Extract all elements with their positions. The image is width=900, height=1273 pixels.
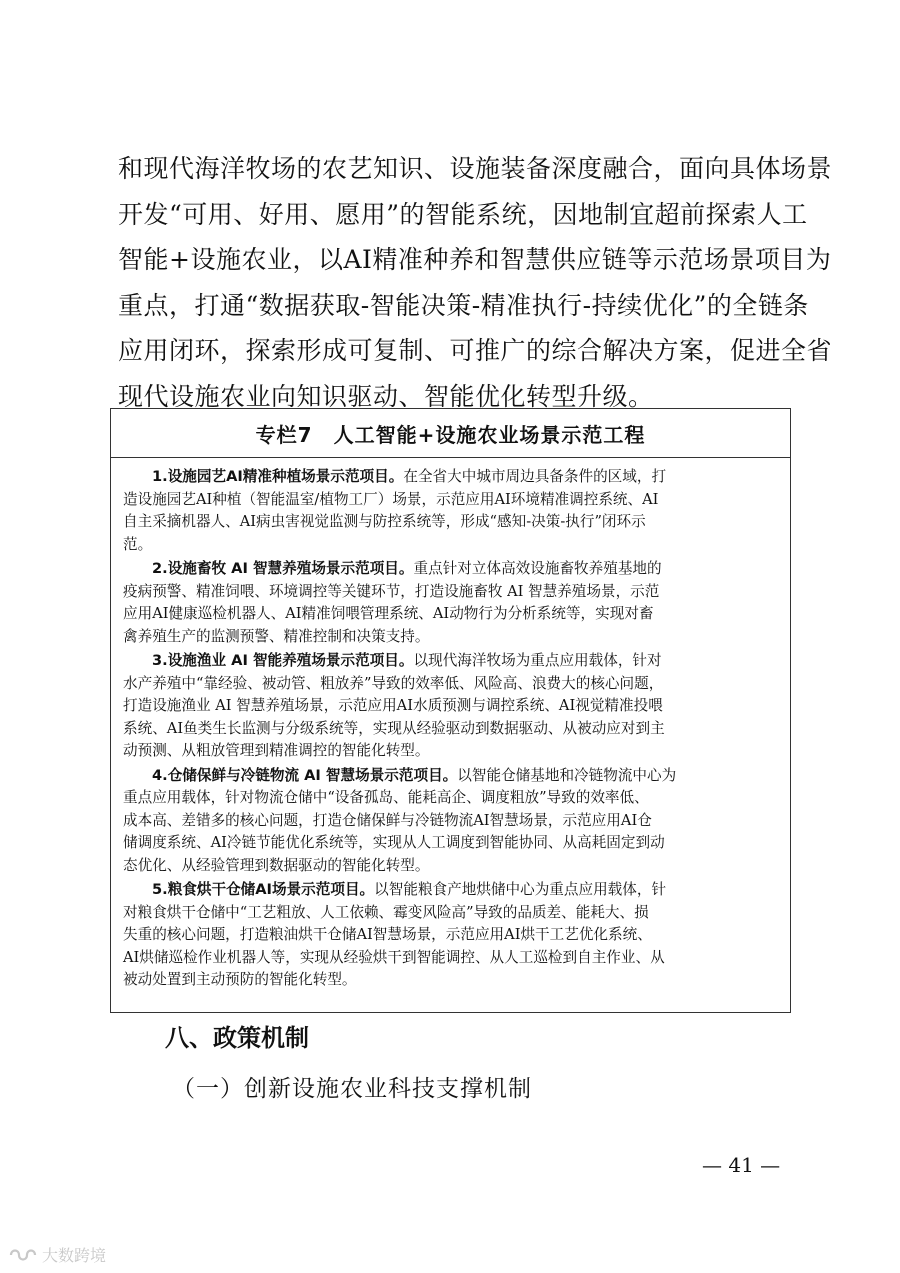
project-lead: 5.粮食烘干仓储AI场景示范项目。 [152,881,375,898]
subsection-heading: （一）创新设施农业科技支撑机制 [172,1076,532,1102]
project-lead: 2.设施畜牧 AI 智慧养殖场景示范项目。 [152,560,414,577]
project-line: 被动处置到主动预防的智能化转型。 [123,971,357,988]
page-number: — 41 — [702,1153,781,1177]
project-item [123,466,778,556]
feature-box [110,408,791,1013]
project-text: 重点针对立体高效设施畜牧养殖基地的 [413,560,662,577]
project-line: 疫病预警、精准饲喂、环境调控等关键环节，打造设施畜牧 AI 智慧养殖场景，示范 [123,582,660,600]
project-line: AI烘储巡检作业机器人等，实现从经验烘干到智能调控、从人工巡检到自主作业、从 [123,948,665,966]
intro-line: 现代设施农业向知识驱动、智能优化转型升级。 [118,381,654,411]
intro-paragraph [118,146,833,419]
watermark-text: 大数跨境 [42,1246,107,1265]
project-text: 以现代海洋牧场为重点应用载体，针对 [413,652,662,669]
project-lead: 3.设施渔业 AI 智能养殖场景示范项目。 [152,652,414,669]
intro-line: 应用闭环，探索形成可复制、可推广的综合解决方案，促进全省 [118,336,833,365]
project-item [123,650,778,763]
project-line: 重点应用载体，针对物流仓储中“设备孤岛、能耗高企、调度粗放”导致的效率低、 [123,789,649,806]
project-line: 应用AI健康巡检机器人、AI精准饲喂管理系统、AI动物行为分析系统等，实现对畜 [123,605,654,622]
project-item [123,765,778,878]
intro-line: 重点，打通“数据获取-智能决策-精准执行-持续优化”的全链条 [118,290,809,320]
project-line: 对粮食烘干仓储中“工艺粗放、人工依赖、霉变风险高”导致的品质差、能耗大、损 [123,903,649,921]
feature-box-body [111,458,790,992]
intro-line: 智能+设施农业，以AI精准种养和智慧供应链等示范场景项目为 [118,245,832,274]
brand-logo-icon [8,1245,38,1265]
intro-line: 和现代海洋牧场的农艺知识、设施装备深度融合，面向具体场景 [118,154,833,183]
project-text: 以智能粮食产地烘储中心为重点应用载体，针 [374,881,667,898]
intro-line: 开发“可用、好用、愿用”的智能系统，因地制宜超前探索人工 [118,199,808,229]
project-item [123,558,778,648]
project-line: 储调度系统、AI冷链节能优化系统等，实现从人工调度到智能协同、从高耗固定到动 [123,834,665,851]
project-line: 造设施园艺AI种植（智能温室/植物工厂）场景，示范应用AI环境精准调控系统、AI [123,490,659,508]
watermark [8,1243,106,1266]
project-line: 态优化、从经验管理到数据驱动的智能化转型。 [123,856,430,874]
project-lead: 4.仓储保鲜与冷链物流 AI 智慧场景示范项目。 [152,766,458,784]
project-line: 打造设施渔业 AI 智慧养殖场景，示范应用AI水质预测与调控系统、AI视觉精准投喂 [123,697,663,714]
project-line: 禽养殖生产的监测预警、精准控制和决策支持。 [123,627,430,645]
project-item [123,879,778,992]
project-line: 动预测、从粗放管理到精准调控的智能化转型。 [123,742,430,759]
section-heading: 八、政策机制 [165,1024,309,1052]
project-line: 成本高、差错多的核心问题，打造仓储保鲜与冷链物流AI智慧场景，示范应用AI仓 [123,811,652,829]
project-line: 自主采摘机器人、AI病虫害视觉监测与防控系统等，形成“感知-决策-执行”闭环示 [123,513,646,530]
feature-box-title: 专栏7 人工智能+设施农业场景示范工程 [111,409,790,458]
project-line: 范。 [123,535,153,553]
project-line: 系统、AI鱼类生长监测与分级系统等，实现从经验驱动到数据驱动、从被动应对到主 [123,719,665,737]
project-line: 失重的核心问题，打造粮油烘干仓储AI智慧场景，示范应用AI烘干工艺优化系统、 [123,926,652,943]
project-text: 在全省大中城市周边具备条件的区域，打 [403,468,667,485]
project-line: 水产养殖中“靠经验、被动管、粗放养”导致的效率低、风险高、浪费大的核心问题， [123,674,664,692]
project-lead: 1.设施园艺AI精准种植场景示范项目。 [152,468,404,485]
project-text: 以智能仓储基地和冷链物流中心为 [457,766,677,784]
